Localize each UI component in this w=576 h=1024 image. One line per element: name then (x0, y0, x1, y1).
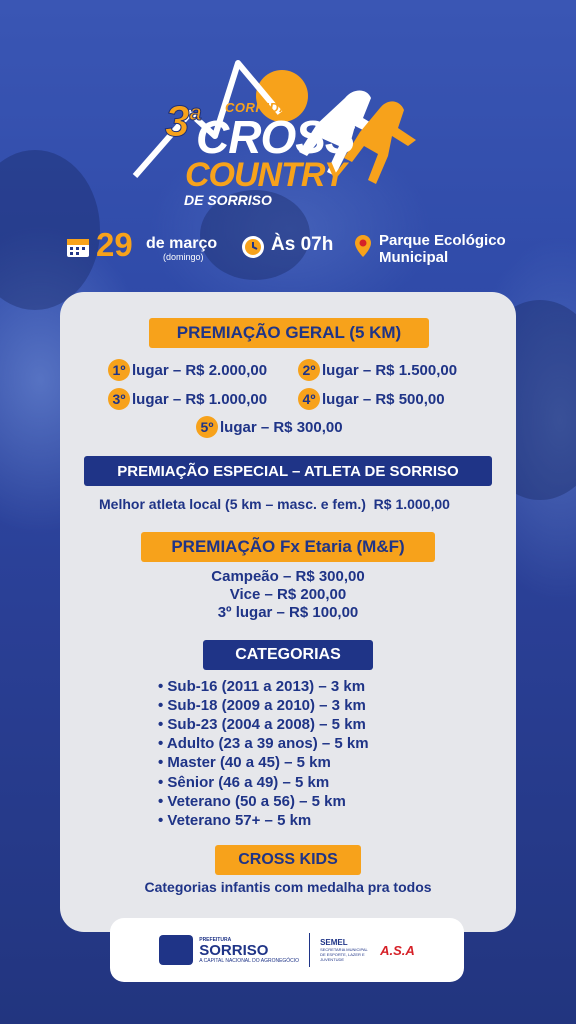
category-item: • Master (40 a 45) – 5 km (158, 754, 331, 771)
category-item: • Veterano (50 a 56) – 5 km (158, 793, 346, 810)
asa-logo: A.S.A (380, 942, 415, 958)
categorias-title: CATEGORIAS (203, 640, 373, 670)
clock-icon (240, 234, 266, 260)
premiacao-especial-title: PREMIAÇÃO ESPECIAL – ATLETA DE SORRISO (84, 456, 492, 486)
prefeitura-logo: PREFEITURA SORRISO A CAPITAL NACIONAL DO AGRONEGÓCIO (159, 935, 299, 965)
city-subtitle: DE SORRISO (184, 192, 272, 208)
sponsors-footer (110, 918, 464, 982)
cross-kids-text: Categorias infantis com medalha pra todos (144, 879, 432, 895)
category-item: • Adulto (23 a 39 anos) – 5 km (158, 735, 369, 752)
place-3: 3º lugar – R$ 1.000,00 (108, 388, 267, 410)
event-month: de março (146, 235, 218, 252)
place-4: 4º lugar – R$ 500,00 (298, 388, 445, 410)
category-item: • Sub-16 (2011 a 2013) – 3 km (158, 678, 366, 695)
category-item: • Sub-23 (2004 a 2008) – 5 km (158, 716, 366, 733)
event-day: 29 (96, 226, 133, 263)
category-item: • Sênior (46 a 49) – 5 km (158, 774, 330, 791)
cross-kids-title: CROSS KIDS (215, 845, 361, 875)
event-weekday: (domingo) (163, 252, 204, 262)
especial-text: Melhor atleta local (5 km – masc. e fem.) R$ 1.000,00 (99, 496, 450, 512)
place-5: 5º lugar – R$ 300,00 (196, 416, 343, 438)
corrida-label: CORRIDA (225, 100, 290, 115)
calendar-icon (66, 236, 90, 258)
place-2: 2º lugar – R$ 1.500,00 (298, 359, 457, 381)
etaria-line: 3º lugar – R$ 100,00 (217, 604, 359, 621)
runner-silhouette (0, 150, 100, 310)
etaria-line: Campeão – R$ 300,00 (211, 568, 365, 585)
country-title: COUNTRY (185, 156, 346, 194)
premiacao-etaria-title: PREMIAÇÃO Fx Etaria (M&F) (141, 532, 435, 562)
category-item: • Sub-18 (2009 a 2010) – 3 km (158, 697, 366, 714)
place-1: 1º lugar – R$ 2.000,00 (108, 359, 267, 381)
cross-title: CROSS (196, 111, 355, 163)
category-item: • Veterano 57+ – 5 km (158, 812, 312, 829)
premiacao-geral-title: PREMIAÇÃO GERAL (5 KM) (149, 318, 429, 348)
footer-divider (309, 933, 310, 967)
etaria-line: Vice – R$ 200,00 (229, 586, 347, 603)
location-pin-icon (354, 234, 372, 258)
event-time: Às 07h (271, 234, 334, 255)
edition-number: 3$^a$ (165, 97, 202, 146)
city-crest-icon (159, 935, 193, 965)
semel-logo: SEMEL SECRETARIA MUNICIPAL DE ESPORTE, LAZER E JUVENTUDE (320, 937, 368, 962)
event-location: Parque Ecológico Municipal (379, 232, 506, 267)
